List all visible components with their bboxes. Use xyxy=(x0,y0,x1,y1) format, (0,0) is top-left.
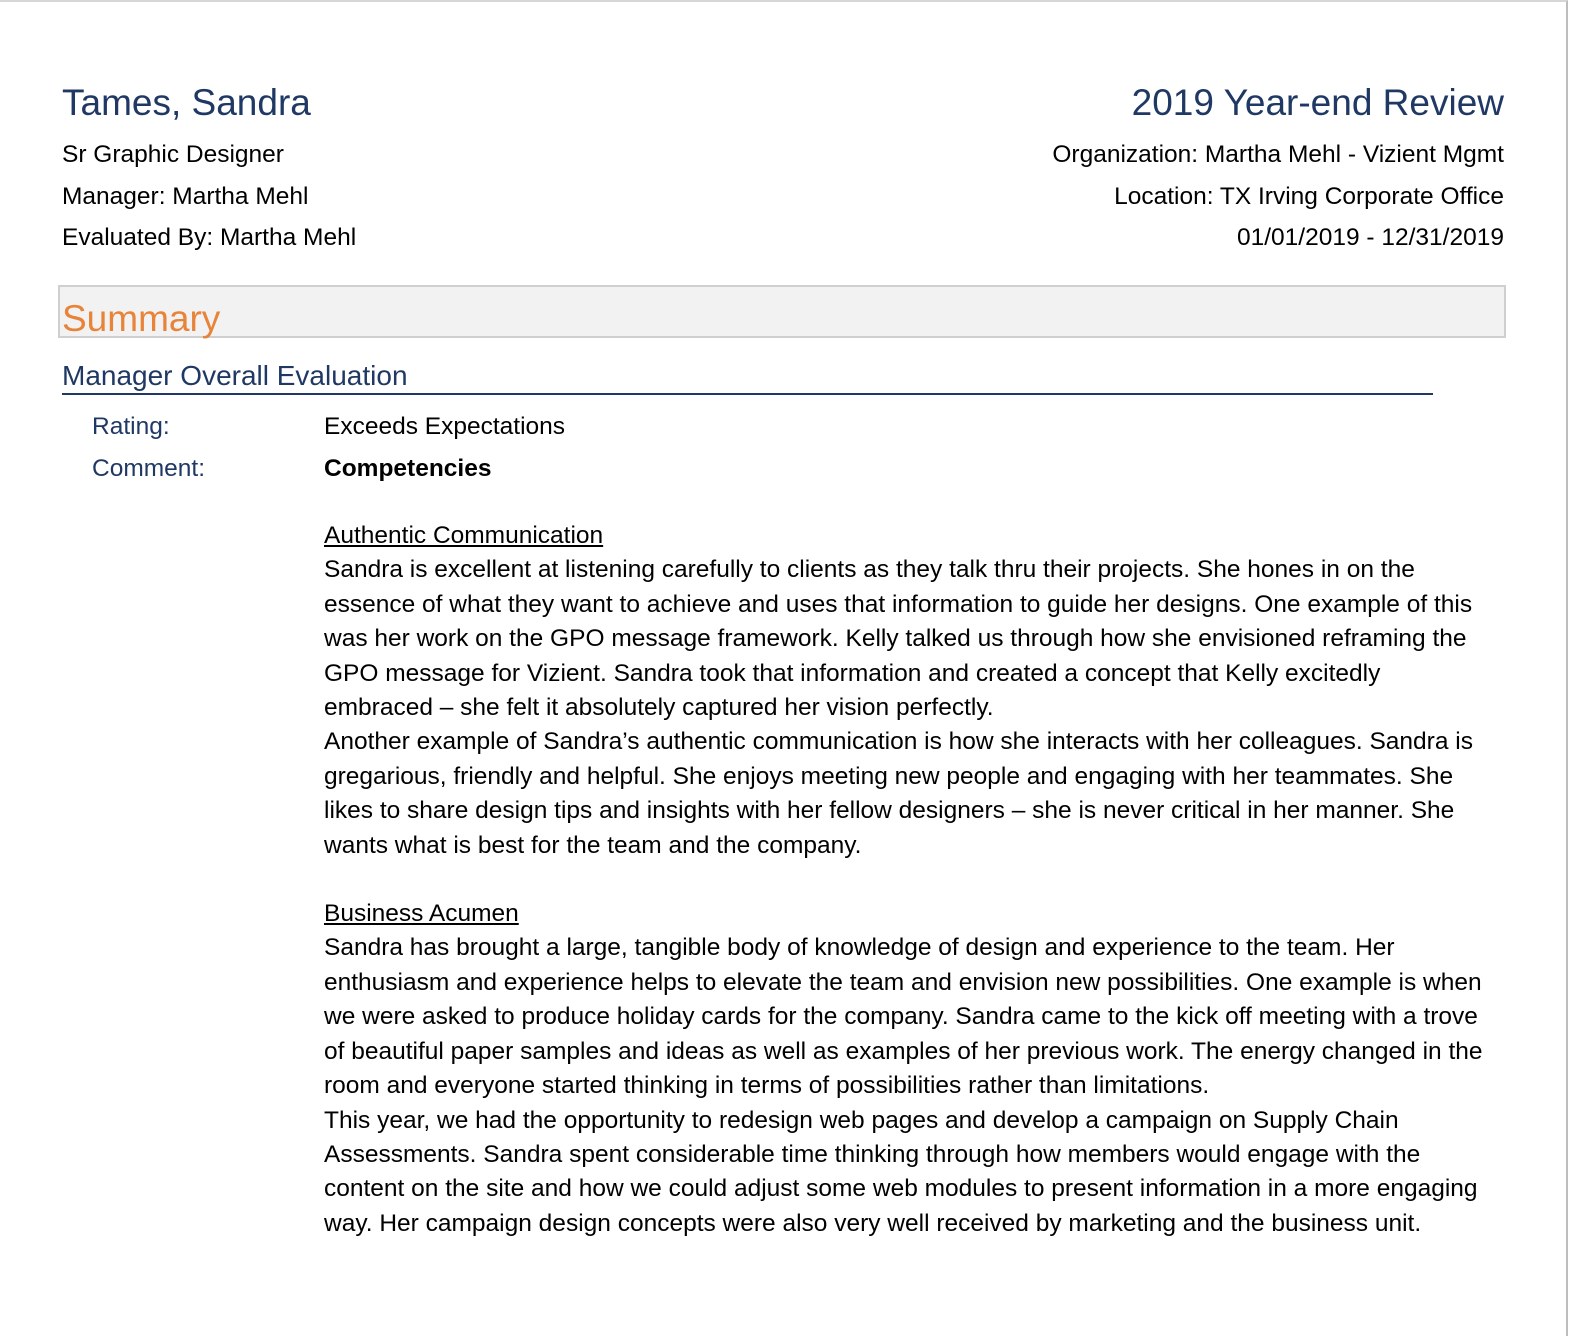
review-title: 2019 Year-end Review xyxy=(1131,82,1504,123)
rating-label: Rating: xyxy=(92,413,170,440)
competency-paragraph: Sandra has brought a large, tangible body of knowledge of design and experience to the team. Her enthusiasm and experience helps to elevate the team and envision new possibilities. One example is when we were asked to produce holiday cards for the company. Sandra came to the kick off meeting with a trove of beautiful paper samples and ideas as well as examples of her previous work. The energy changed in the room and everyone started thinking in terms of possibilities rather than limitations. xyxy=(324,934,1483,1100)
job-title: Sr Graphic Designer xyxy=(62,141,284,168)
competency-title: Business Acumen xyxy=(324,900,519,928)
review-period: 01/01/2019 - 12/31/2019 xyxy=(1236,224,1504,251)
section-title-manager-overall-evaluation: Manager Overall Evaluation xyxy=(62,358,1433,395)
review-info xyxy=(1052,80,1504,259)
summary-title: Summary xyxy=(62,298,221,339)
summary-section-bar xyxy=(58,285,1506,338)
comment-label: Comment: xyxy=(92,455,206,482)
rating-value: Exceeds Expectations xyxy=(324,413,566,440)
competency-item xyxy=(324,897,1494,1241)
employee-name: Tames, Sandra xyxy=(62,82,311,123)
location-line: Location: TX Irving Corporate Office xyxy=(1114,182,1504,210)
employee-info xyxy=(62,80,356,259)
competency-paragraph: This year, we had the opportunity to redesign web pages and develop a campaign on Supply Chain Assessments. Sandra spent considerable time thinking through how members would engage with the content on the site and how we could adjust some web modules to present information in a more engaging way. Her campaign design concepts were also very well received by marketing and the business unit. xyxy=(324,1106,1478,1237)
manager-line: Manager: Martha Mehl xyxy=(62,182,309,210)
competency-paragraph: Sandra is excellent at listening carefully to clients as they talk thru their projects. She hones in on the essence of what they want to achieve and uses that information to guide her designs. One example of this was her work on the GPO message framework. Kelly talked us through how she envisioned reframing the GPO message for Vizient. Sandra took that information and created a concept that Kelly excitedly embraced – she felt it absolutely captured her vision perfectly. xyxy=(324,556,1473,722)
evaluated-by-line: Evaluated By: Martha Mehl xyxy=(62,224,357,251)
comment-heading: Competencies xyxy=(324,455,492,482)
competency-paragraph: Another example of Sandra’s authentic communication is how she interacts with her colleagues. Sandra is gregarious, friendly and helpful. She enjoys meeting new people and engaging with her teammates. She likes to share design tips and insights with her fellow designers – she is never critical in her manner. She wants what is best for the team and the company. xyxy=(324,728,1473,859)
comment-body xyxy=(324,453,1494,1241)
competency-title: Authentic Communication xyxy=(324,522,604,549)
competency-item xyxy=(324,519,1494,863)
organization-line: Organization: Martha Mehl - Vizient Mgmt xyxy=(1052,141,1504,168)
